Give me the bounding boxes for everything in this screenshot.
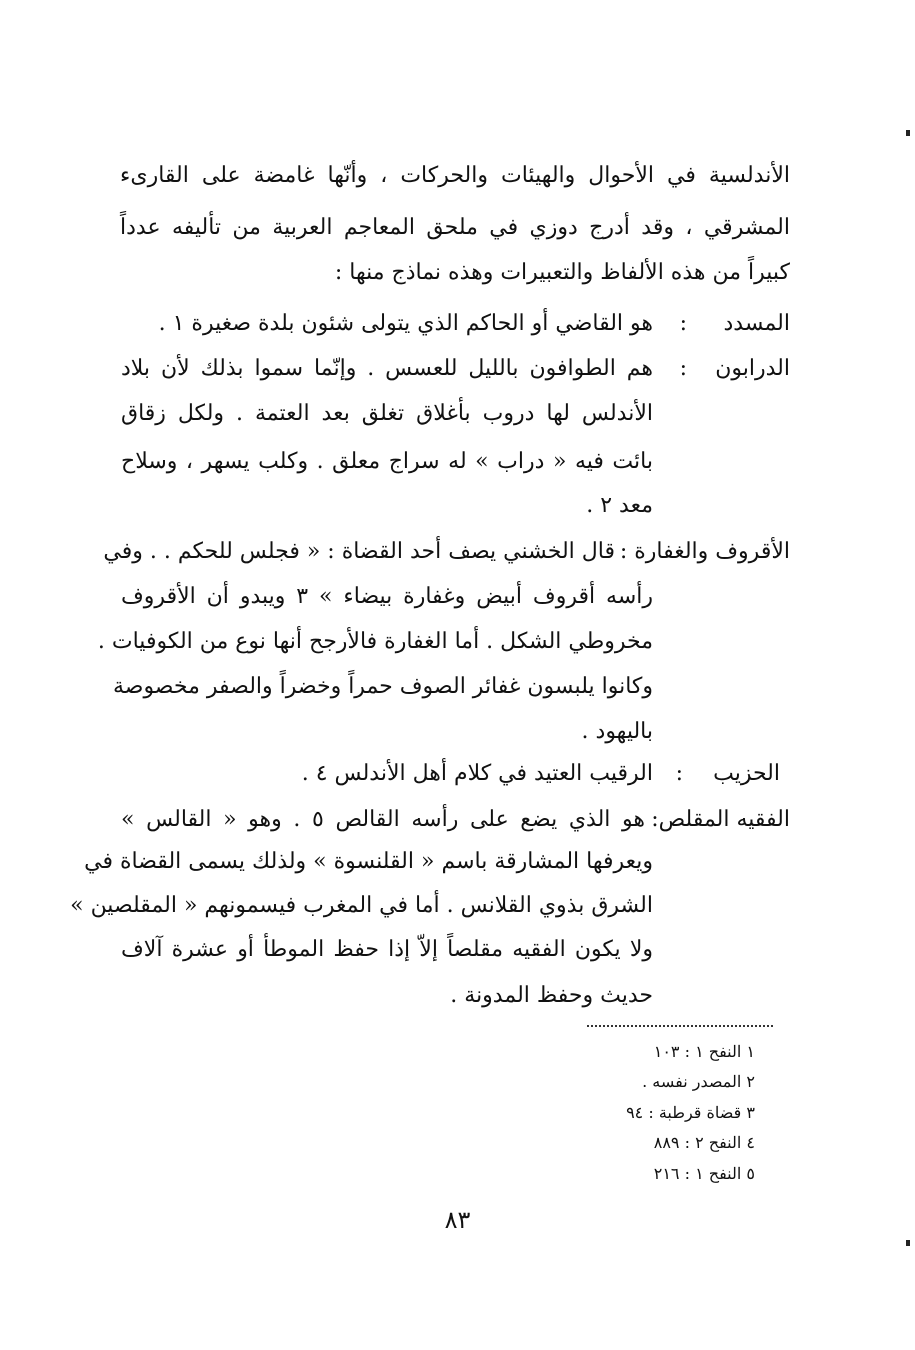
entry-term: الفقيه المقلص: xyxy=(651,807,790,832)
intro-line: كبيراً من هذه الألفاظ والتعبيرات وهذه نماذج منها : xyxy=(334,260,790,285)
entry-definition: قال الخشني يصف أحد القضاة : « فجلس للحكم . . وفي xyxy=(103,539,615,564)
entry-definition: الشرق بذوي القلانس . أما في المغرب فيسمونهم « المقلصين » xyxy=(70,893,653,918)
entry-term: الأقروف والغفارة : xyxy=(619,539,790,564)
entry-definition: بائت فيه « دراب » له سراج معلق . وكلب يسهر ، وسلاح xyxy=(121,449,653,474)
entry-definition: ويعرفها المشارقة باسم « القلنسوة » ولذلك يسمى القضاة في xyxy=(84,849,653,874)
intro-line: الأندلسية في الأحوال والهيئات والحركات ، وأنّها غامضة على القارىء xyxy=(120,163,790,188)
page-number: ٨٣ xyxy=(444,1206,471,1234)
entry-term: الدرابون xyxy=(715,356,790,381)
footnote: ١ النفح ١ : ١٠٣ xyxy=(653,1042,755,1061)
entry-definition: هو الذي يضع على رأسه القالص ٥ . وهو « القالس » xyxy=(121,807,646,832)
footnote: ٤ النفح ٢ : ٨٨٩ xyxy=(653,1133,755,1152)
footnote: ٥ النفح ١ : ٢١٦ xyxy=(653,1164,755,1183)
entry-definition: وكانوا يلبسون غفائر الصوف حمراً وخضراً والصفر مخصوصة xyxy=(112,674,653,699)
footnote-divider xyxy=(587,1025,773,1027)
intro-line: المشرقي ، وقد أدرج دوزي في ملحق المعاجم العربية من تأليفه عدداً xyxy=(120,215,790,240)
entry-definition: رأسه أقروف أبيض وغفارة بيضاء » ٣ ويبدو أن الأقروف xyxy=(121,584,653,609)
entry-definition: مخروطي الشكل . أما الغفارة فالأرجح أنها نوع من الكوفيات . xyxy=(97,629,653,654)
footnote: ٢ المصدر نفسه . xyxy=(642,1072,755,1091)
entry-definition: الرقيب العتيد في كلام أهل الأندلس ٤ . xyxy=(301,761,653,786)
entry-separator: : xyxy=(679,356,687,381)
entry-definition: معد ٢ . xyxy=(586,493,653,518)
entry-separator: : xyxy=(679,311,687,336)
entry-definition: هم الطوافون بالليل للعسس . وإنّما سموا بذلك لأن بلاد xyxy=(121,356,653,381)
entry-separator: : xyxy=(675,761,683,786)
entry-definition: حديث وحفظ المدونة . xyxy=(450,983,653,1008)
entry-definition: باليهود . xyxy=(581,719,653,744)
entry-definition: ولا يكون الفقيه مقلصاً إلاّ إذا حفظ الموطأ أو عشرة آلاف xyxy=(121,937,653,962)
scan-mark xyxy=(906,1240,910,1246)
footnote: ٣ قضاة قرطبة : ٩٤ xyxy=(626,1103,755,1122)
entry-term: المسدد xyxy=(723,311,790,336)
entry-definition: هو القاضي أو الحاكم الذي يتولى شئون بلدة صغيرة ١ . xyxy=(158,311,653,336)
entry-definition: الأندلس لها دروب بأغلاق تغلق بعد العتمة . ولكل زقاق xyxy=(121,401,653,426)
scan-mark xyxy=(906,130,910,136)
entry-term: الحزيب xyxy=(713,761,780,786)
